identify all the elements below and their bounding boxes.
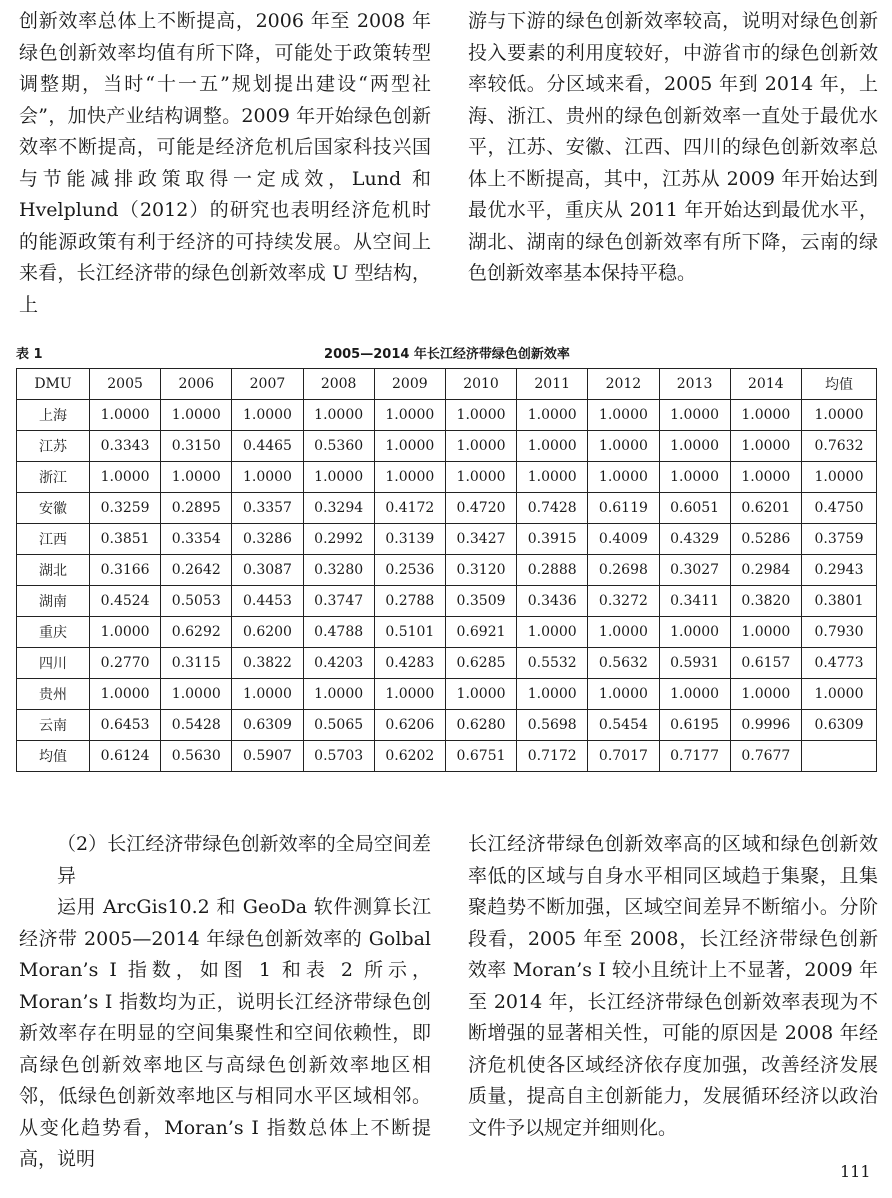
table-cell: 0.3294 (303, 493, 374, 524)
table-row (17, 586, 877, 617)
bottom-left-paragraph: 运用 ArcGis10.2 和 GeoDa 软件测算长江经济带 2005—2014 年绿色创新效率的 Golbal Moran’s I 指数，如图 1 和表 2 所示，Moran’s I 指数均为正，说明长江经济带绿色创新效率存在明显的空间集聚性和空间依赖性，即高绿色创新效率地区与高绿色创新效率地区相邻，低绿色创新效率地区与相同水平区域相邻。从变化趋势看，Moran’s I 指数总体上不断提高，说明 (19, 896, 431, 1170)
table-cell: 0.6200 (232, 617, 303, 648)
table-cell: 1.0000 (659, 679, 730, 710)
table-cell: 0.5360 (303, 431, 374, 462)
table-cell: 0.4750 (802, 493, 877, 524)
table-cell: 0.3915 (517, 524, 588, 555)
table-cell: 0.3509 (445, 586, 516, 617)
table-cell: 1.0000 (517, 462, 588, 493)
table-cell: 0.7177 (659, 741, 730, 772)
table-row (17, 648, 877, 679)
table-cell: 1.0000 (374, 679, 445, 710)
table-cell: 0.5698 (517, 710, 588, 741)
row-label-cell: 江苏 (17, 431, 90, 462)
header-cell: 2014 (730, 369, 801, 400)
table-cell: 0.4009 (588, 524, 659, 555)
table-cell: 0.7017 (588, 741, 659, 772)
table-cell: 1.0000 (445, 400, 516, 431)
table-cell: 1.0000 (802, 462, 877, 493)
table-cell: 0.3280 (303, 555, 374, 586)
table-cell: 0.4720 (445, 493, 516, 524)
bottom-right-column (468, 829, 878, 1144)
table-cell: 0.6201 (730, 493, 801, 524)
table-cell: 0.3259 (90, 493, 161, 524)
table-cell: 0.6292 (161, 617, 232, 648)
table-cell: 0.3436 (517, 586, 588, 617)
table-cell: 0.6206 (374, 710, 445, 741)
top-right-paragraph: 游与下游的绿色创新效率较高，说明对绿色创新投入要素的利用度较好，中游省市的绿色创新效率较低。分区域来看，2005 年到 2014 年，上海、浙江、贵州的绿色创新效率一直处于最优水平，江苏、安徽、江西、四川的绿色创新效率总体上不断提高，其中，江苏从 2009 年开始达到最优水平，重庆从 2011 年开始达到最优水平，湖北、湖南的绿色创新效率有所下降，云南的绿色创新效率基本保持平稳。 (468, 10, 878, 284)
table-row (17, 617, 877, 648)
table-row (17, 679, 877, 710)
table-cell: 0.3166 (90, 555, 161, 586)
table-cell (802, 741, 877, 772)
table-cell: 0.3027 (659, 555, 730, 586)
table-cell: 1.0000 (730, 679, 801, 710)
table-cell: 0.3286 (232, 524, 303, 555)
table-cell: 0.5532 (517, 648, 588, 679)
row-label-cell: 重庆 (17, 617, 90, 648)
table-cell: 0.3357 (232, 493, 303, 524)
header-cell: 2005 (90, 369, 161, 400)
table-cell: 0.2770 (90, 648, 161, 679)
table-cell: 1.0000 (659, 462, 730, 493)
table-cell: 0.5065 (303, 710, 374, 741)
table-cell: 0.5286 (730, 524, 801, 555)
table-cell: 1.0000 (90, 679, 161, 710)
table-cell: 1.0000 (445, 679, 516, 710)
table-cell: 1.0000 (232, 462, 303, 493)
table-cell: 0.6309 (802, 710, 877, 741)
row-label-cell: 四川 (17, 648, 90, 679)
table-cell: 1.0000 (659, 617, 730, 648)
table-cell: 0.5632 (588, 648, 659, 679)
table-header-row (17, 369, 877, 400)
table-cell: 0.3820 (730, 586, 801, 617)
row-label-cell: 湖南 (17, 586, 90, 617)
table-cell: 0.6309 (232, 710, 303, 741)
table-cell: 0.3087 (232, 555, 303, 586)
table-cell: 0.6285 (445, 648, 516, 679)
table-cell: 1.0000 (588, 462, 659, 493)
table-cell: 0.6157 (730, 648, 801, 679)
table-cell: 1.0000 (90, 462, 161, 493)
table-title: 2005—2014 年长江经济带绿色创新效率 (324, 347, 570, 362)
table-row (17, 555, 877, 586)
table-cell: 1.0000 (730, 462, 801, 493)
table-cell: 0.6051 (659, 493, 730, 524)
table-cell: 0.2895 (161, 493, 232, 524)
bottom-right-paragraph: 长江经济带绿色创新效率高的区域和绿色创新效率低的区域与自身水平相同区域趋于集聚，且集聚趋势不断加强，区域空间差异不断缩小。分阶段看，2005 年至 2008，长江经济带绿色创新效率 Moran’s I 较小且统计上不显著，2009 年至 2014 年，长江经济带绿色创新效率表现为不断增强的显著相关性，可能的原因是 2008 年经济危机使各区域经济依存度加强，改善经济发展质量，提高自主创新能力，发展循环经济以政治文件予以规定并细则化。 (468, 833, 878, 1139)
row-label-cell: 湖北 (17, 555, 90, 586)
table-cell: 0.9996 (730, 710, 801, 741)
table-cell: 0.3139 (374, 524, 445, 555)
table-cell: 1.0000 (445, 462, 516, 493)
table-cell: 0.5101 (374, 617, 445, 648)
page-number: 111 (840, 1162, 871, 1181)
table-cell: 0.6921 (445, 617, 516, 648)
table-cell: 1.0000 (802, 679, 877, 710)
table-cell: 1.0000 (588, 431, 659, 462)
table-cell: 0.3272 (588, 586, 659, 617)
table-cell: 1.0000 (90, 617, 161, 648)
header-cell: 2010 (445, 369, 516, 400)
table-cell: 0.7930 (802, 617, 877, 648)
table-row (17, 431, 877, 462)
table-cell: 1.0000 (730, 400, 801, 431)
table-cell: 0.4172 (374, 493, 445, 524)
table-cell: 0.3759 (802, 524, 877, 555)
row-label-cell: 江西 (17, 524, 90, 555)
table-cell: 1.0000 (730, 617, 801, 648)
table-row (17, 462, 877, 493)
table-cell: 0.3427 (445, 524, 516, 555)
table-cell: 0.5630 (161, 741, 232, 772)
table-cell: 0.4329 (659, 524, 730, 555)
table-cell: 0.5703 (303, 741, 374, 772)
table-cell: 0.4453 (232, 586, 303, 617)
table-cell: 0.4773 (802, 648, 877, 679)
table-cell: 0.5428 (161, 710, 232, 741)
table-cell: 1.0000 (232, 679, 303, 710)
header-cell: 2008 (303, 369, 374, 400)
table-cell: 1.0000 (374, 462, 445, 493)
table-cell: 1.0000 (517, 400, 588, 431)
table-cell: 0.2992 (303, 524, 374, 555)
top-left-paragraph: 创新效率总体上不断提高，2006 年至 2008 年绿色创新效率均值有所下降，可能处于政策转型调整期，当时“十一五”规划提出建设“两型社会”，加快产业结构调整。2009 年开始绿色创新效率不断提高，可能是经济危机后国家科技兴国与节能减排政策取得一定成效，Lund 和 Hvelplund（2012）的研究也表明经济危机时的能源政策有利于经济的可持续发展。从空间上来看，长江经济带的绿色创新效率成 U 型结构，上 (19, 10, 431, 316)
table-cell: 1.0000 (161, 400, 232, 431)
header-cell: 2012 (588, 369, 659, 400)
header-cell: 2009 (374, 369, 445, 400)
table-cell: 1.0000 (730, 431, 801, 462)
table-cell: 1.0000 (588, 679, 659, 710)
table-cell: 0.3343 (90, 431, 161, 462)
row-label-cell: 安徽 (17, 493, 90, 524)
table-cell: 0.4524 (90, 586, 161, 617)
row-label-cell: 上海 (17, 400, 90, 431)
table-cell: 1.0000 (517, 431, 588, 462)
table-cell: 0.6202 (374, 741, 445, 772)
table-cell: 0.3801 (802, 586, 877, 617)
table-cell: 0.3115 (161, 648, 232, 679)
table-cell: 0.3851 (90, 524, 161, 555)
row-label-cell: 云南 (17, 710, 90, 741)
table-cell: 0.3747 (303, 586, 374, 617)
table-row (17, 400, 877, 431)
table-cell: 0.5454 (588, 710, 659, 741)
header-cell: 2013 (659, 369, 730, 400)
table-cell: 1.0000 (517, 679, 588, 710)
table-cell: 0.2698 (588, 555, 659, 586)
table-cell: 0.2788 (374, 586, 445, 617)
row-label-cell: 浙江 (17, 462, 90, 493)
table-cell: 0.4283 (374, 648, 445, 679)
table-cell: 1.0000 (303, 679, 374, 710)
table-cell: 1.0000 (445, 431, 516, 462)
table-cell: 0.7172 (517, 741, 588, 772)
table-cell: 1.0000 (517, 617, 588, 648)
header-cell: 2011 (517, 369, 588, 400)
table-cell: 0.6751 (445, 741, 516, 772)
table-cell: 0.3822 (232, 648, 303, 679)
table-cell: 0.4465 (232, 431, 303, 462)
table-cell: 0.3150 (161, 431, 232, 462)
table-cell: 1.0000 (161, 679, 232, 710)
table-caption (16, 340, 878, 362)
table-cell: 0.3411 (659, 586, 730, 617)
header-cell: 2006 (161, 369, 232, 400)
table-cell: 1.0000 (303, 400, 374, 431)
table-cell: 0.6280 (445, 710, 516, 741)
table-row (17, 524, 877, 555)
table-cell: 0.4203 (303, 648, 374, 679)
table-cell: 1.0000 (232, 400, 303, 431)
table-row (17, 493, 877, 524)
table-cell: 1.0000 (374, 400, 445, 431)
row-label-cell: 均值 (17, 741, 90, 772)
table-cell: 0.3120 (445, 555, 516, 586)
table-cell: 1.0000 (161, 462, 232, 493)
table-cell: 0.7677 (730, 741, 801, 772)
row-label-cell: 贵州 (17, 679, 90, 710)
table-label: 表 1 (16, 347, 43, 362)
header-cell: DMU (17, 369, 90, 400)
table-cell: 0.7428 (517, 493, 588, 524)
table-cell: 0.6195 (659, 710, 730, 741)
table-cell: 0.5931 (659, 648, 730, 679)
table-cell: 0.3354 (161, 524, 232, 555)
table-cell: 0.2943 (802, 555, 877, 586)
top-right-column (468, 6, 878, 290)
table-cell: 0.2984 (730, 555, 801, 586)
section-heading: （2）长江经济带绿色创新效率的全局空间差异 (57, 833, 431, 887)
table-row (17, 741, 877, 772)
table-cell: 0.6119 (588, 493, 659, 524)
table-cell: 0.2536 (374, 555, 445, 586)
table-cell: 1.0000 (588, 617, 659, 648)
table-cell: 0.2642 (161, 555, 232, 586)
table-cell: 1.0000 (659, 400, 730, 431)
table-cell: 0.2888 (517, 555, 588, 586)
table-cell: 1.0000 (90, 400, 161, 431)
table-cell: 0.4788 (303, 617, 374, 648)
bottom-left-column (19, 829, 431, 1176)
table-cell: 0.5053 (161, 586, 232, 617)
table-cell: 0.7632 (802, 431, 877, 462)
table-cell: 1.0000 (659, 431, 730, 462)
table-cell: 0.5907 (232, 741, 303, 772)
efficiency-table (16, 368, 877, 772)
table-body (17, 400, 877, 772)
header-cell: 2007 (232, 369, 303, 400)
top-left-column (19, 6, 431, 321)
table-cell: 1.0000 (303, 462, 374, 493)
header-cell: 均值 (802, 369, 877, 400)
table-cell: 0.6124 (90, 741, 161, 772)
table-cell: 1.0000 (374, 431, 445, 462)
table-cell: 1.0000 (588, 400, 659, 431)
table-cell: 0.6453 (90, 710, 161, 741)
table-cell: 1.0000 (802, 400, 877, 431)
table-row (17, 710, 877, 741)
